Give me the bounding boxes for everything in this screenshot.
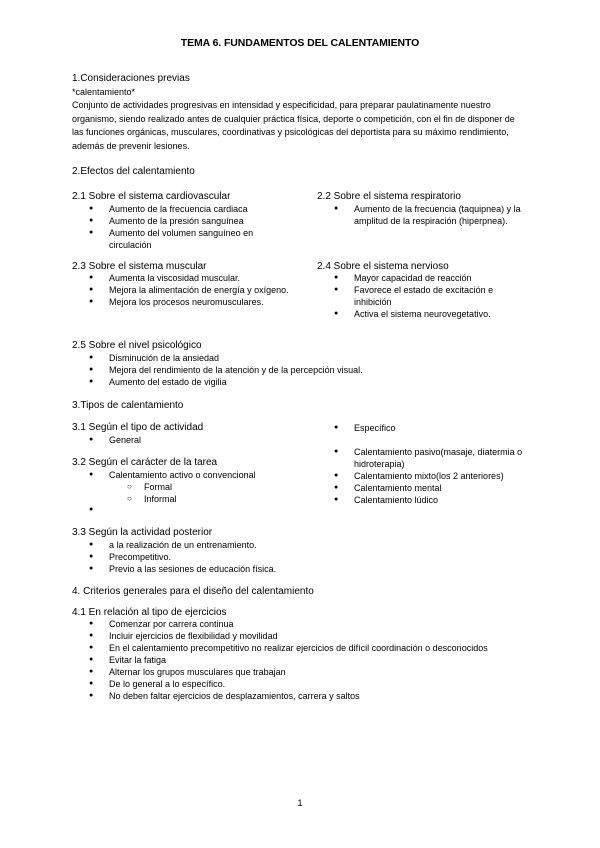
page-title: TEMA 6. FUNDAMENTOS DEL CALENTAMIENTO (180, 37, 420, 49)
list-item: ● Favorece el estado de excitación e inhibición (354, 284, 529, 308)
cardio-list (109, 203, 289, 251)
list-item: ● En el calentamiento precompetitivo no realizar ejercicios de difícil coordinación o desconocidos (109, 642, 489, 654)
list-item: ● Alternar los grupos musculares que trabajan (109, 666, 489, 678)
list-item: ● Incluir ejercicios de flexibilidad y movilidad (109, 630, 489, 642)
nervous-list (354, 272, 529, 320)
list-item: ● Aumento de la frecuencia (taquipnea) y la amplitud de la respiración (hiperpnea). (354, 203, 529, 227)
subsequent-activity-list (109, 539, 409, 575)
section-1-heading: 1.Consideraciones previas (72, 73, 190, 84)
subsection-3-1-heading: 3.1 Según el tipo de actividad (72, 422, 204, 433)
list-item: ● Evitar la fatiga (109, 654, 489, 666)
definition-paragraph: Conjunto de actividades progresivas en intensidad y especificidad, para preparar paulatinamente nuestro organismo, siendo realizado antes de cualquier práctica física, deporte o competición, con el fin de disponer de las funciones orgánicas, musculares, coordinativas y psicológicas del deportista para su máximo rendimiento, además de prevenir lesiones. (72, 100, 515, 151)
list-item: ● Precompetitivo. (109, 551, 409, 563)
empty-list (109, 504, 289, 516)
list-item: ● Calentamiento lúdico (354, 494, 534, 506)
list-item: ● Aumento del estado de vigilia (109, 376, 529, 388)
task-character-right-list (354, 446, 534, 506)
activity-type-right-list (354, 422, 529, 434)
section-4-heading: 4. Criterios generales para el diseño del calentamiento (72, 586, 314, 597)
list-item: ● General (109, 434, 289, 446)
muscular-list (109, 272, 289, 308)
task-character-list (109, 469, 309, 481)
activity-type-list (109, 434, 289, 446)
list-item: ○ Informal (144, 493, 264, 505)
list-item: ● Previo a las sesiones de educación física. (109, 563, 409, 575)
subsection-2-1-heading: 2.1 Sobre el sistema cardiovascular (72, 191, 231, 202)
subsection-3-3-heading: 3.3 Según la actividad posterior (72, 527, 213, 538)
list-item: ● Aumento de la presión sanguínea (109, 215, 289, 227)
list-item: ● Mejora la alimentación de energía y oxígeno. (109, 284, 289, 296)
list-item: ● Calentamiento mental (354, 482, 534, 494)
list-item: ● a la realización de un entrenamiento. (109, 539, 409, 551)
term-heading: *calentamiento* (72, 87, 136, 97)
list-item: ● Calentamiento activo o convencional (109, 469, 309, 481)
list-item (109, 504, 289, 516)
task-character-sublist (144, 481, 264, 505)
subsection-4-1-heading: 4.1 En relación al tipo de ejercicios (72, 607, 227, 618)
subsection-3-2-heading: 3.2 Según el carácter de la tarea (72, 457, 218, 468)
exercise-criteria-list (109, 618, 489, 702)
subsection-2-2-heading: 2.2 Sobre el sistema respiratorio (317, 191, 461, 202)
list-item: ● Mejora los procesos neuromusculares. (109, 296, 289, 308)
subsection-2-3-heading: 2.3 Sobre el sistema muscular (72, 261, 207, 272)
list-item: ● Mayor capacidad de reacción (354, 272, 529, 284)
list-item: ● Aumento de la frecuencia cardiaca (109, 203, 289, 215)
list-item: ○ Formal (144, 481, 264, 493)
list-item: ● Aumenta la viscosidad muscular. (109, 272, 289, 284)
list-item: ● Aumento del volumen sanguíneo en circulación (109, 227, 289, 251)
list-item: ● Calentamiento pasivo(masaje, diatermia o hidroterapia) (354, 446, 534, 470)
psychological-list (109, 352, 529, 388)
list-item: ● De lo general a lo específico. (109, 678, 489, 690)
list-item: ● Calentamiento mixto(los 2 anteriores) (354, 470, 534, 482)
list-item: ● No deben faltar ejercicios de desplazamientos, carrera y saltos (109, 690, 489, 702)
list-item: ● Comenzar por carrera continua (109, 618, 489, 630)
list-item: ● Activa el sistema neurovegetativo. (354, 308, 529, 320)
list-item: ● Disminución de la ansiedad (109, 352, 529, 364)
list-item: ● Específico (354, 422, 529, 434)
section-3-heading: 3.Tipos de calentamiento (72, 400, 184, 411)
list-item: ● Mejora del rendimiento de la atención y de la percepción visual. (109, 364, 529, 376)
subsection-2-5-heading: 2.5 Sobre el nivel psicológico (72, 340, 202, 351)
respiratory-list (354, 203, 529, 227)
subsection-2-4-heading: 2.4 Sobre el sistema nervioso (317, 261, 449, 272)
section-2-heading: 2.Efectos del calentamiento (72, 166, 195, 177)
page-number: 1 (297, 798, 303, 808)
